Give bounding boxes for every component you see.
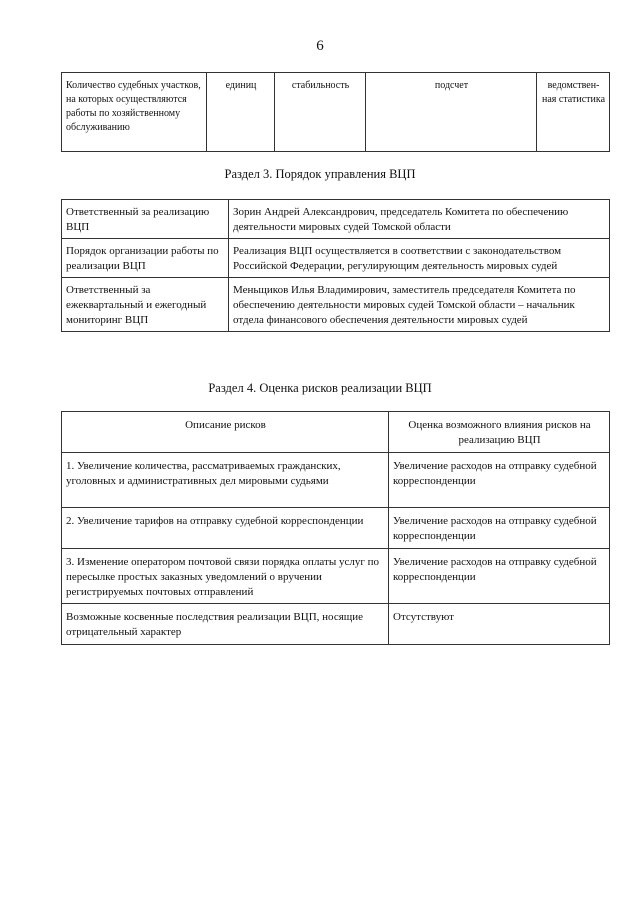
risks-table (61, 411, 610, 645)
trend-cell: стабильность (275, 73, 366, 152)
table-row (62, 604, 610, 645)
table-row (62, 453, 610, 508)
source-cell: ведомствен-ная статистика (537, 73, 610, 152)
table-row (62, 508, 610, 549)
table-row (62, 549, 610, 604)
impact-cell: Увеличение расходов на отправку судебной корреспонденции (389, 549, 610, 604)
label-cell: Ответственный за ежеквартальный и ежегодный мониторинг ВЦП (62, 278, 229, 332)
table-header-row (62, 412, 610, 453)
value-cell: Меньщиков Илья Владимирович, заместитель председателя Комитета по обеспечению деятельности мировых судей Томской области – начальник отдела финансового обеспечения деятельности мировых судей (229, 278, 610, 332)
table-row (62, 239, 610, 278)
impact-cell: Отсутствуют (389, 604, 610, 645)
page-number: 6 (316, 38, 324, 54)
section4-title: Раздел 4. Оценка рисков реализации ВЦП (208, 381, 432, 395)
header-cell: Оценка возможного влияния рисков на реализацию ВЦП (389, 412, 610, 453)
risk-cell: 1. Увеличение количества, рассматриваемых гражданских, уголовных и административных дел мировыми судьями (62, 453, 389, 508)
table-row (62, 278, 610, 332)
header-cell: Описание рисков (62, 412, 389, 453)
risk-cell: Возможные косвенные последствия реализации ВЦП, носящие отрицательный характер (62, 604, 389, 645)
risk-cell: 3. Изменение оператором почтовой связи порядка оплаты услуг по пересылке простых заказных уведомлений о вручении регистрируемых почтовых отправлений (62, 549, 389, 604)
indicators-table (61, 72, 610, 152)
method-cell: подсчет (366, 73, 537, 152)
table-row (62, 200, 610, 239)
impact-cell: Увеличение расходов на отправку судебной корреспонденции (389, 453, 610, 508)
risk-cell: 2. Увеличение тарифов на отправку судебной корреспонденции (62, 508, 389, 549)
impact-cell: Увеличение расходов на отправку судебной корреспонденции (389, 508, 610, 549)
value-cell: Реализация ВЦП осуществляется в соответствии с законодательством Российской Федерации, регулирующим деятельность мировых судей (229, 239, 610, 278)
label-cell: Ответственный за реализацию ВЦП (62, 200, 229, 239)
label-cell: Порядок организации работы по реализации ВЦП (62, 239, 229, 278)
section3-title: Раздел 3. Порядок управления ВЦП (224, 167, 416, 181)
unit-cell: единиц (207, 73, 275, 152)
management-table (61, 199, 610, 332)
indicator-cell: Количество судебных участков, на которых осуществляются работы по хозяйственному обслуживанию (62, 73, 207, 152)
value-cell: Зорин Андрей Александрович, председатель Комитета по обеспечению деятельности мировых судей Томской области (229, 200, 610, 239)
table-row (62, 73, 610, 152)
